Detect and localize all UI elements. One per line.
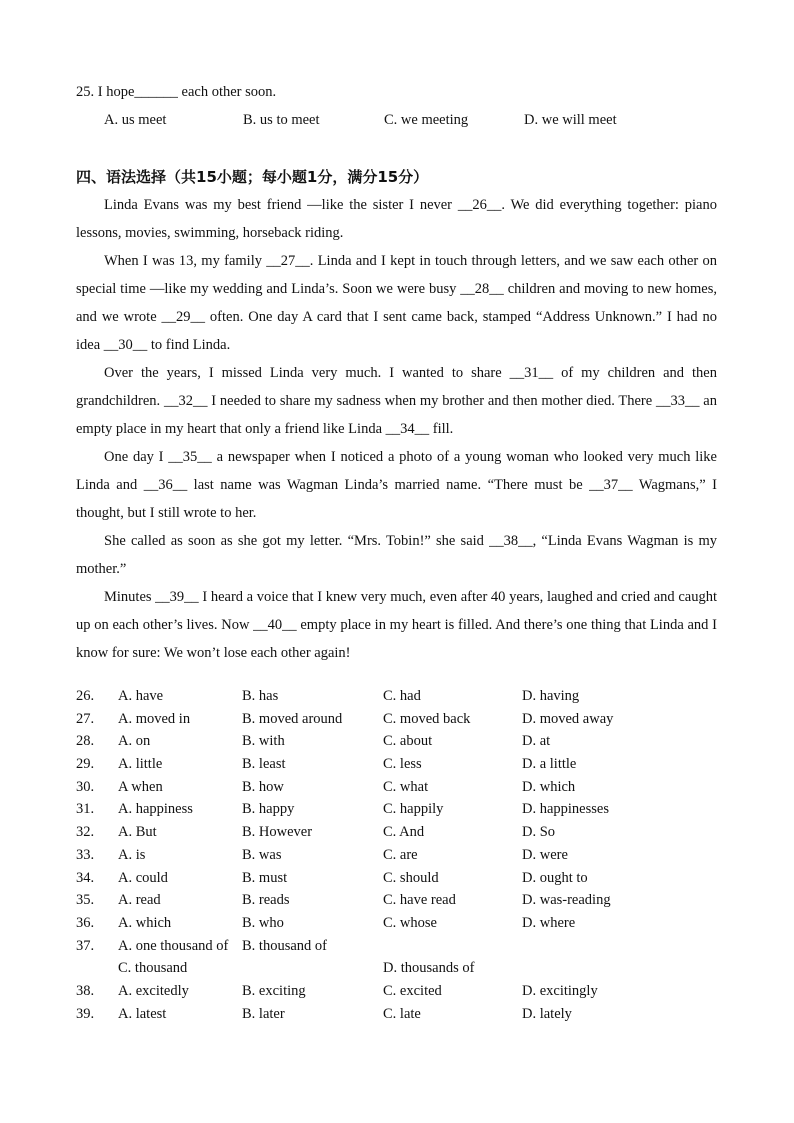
option-b: B. reads [242, 892, 290, 909]
option-b: B. least [242, 756, 286, 773]
option-d: D. where [522, 914, 576, 931]
option-b: B. with [242, 733, 285, 750]
option-b: B. has [242, 688, 279, 704]
option-c: C. whose [383, 914, 437, 931]
option-b: B. exciting [242, 982, 306, 999]
option-d: D. ought to [522, 869, 588, 886]
passage-paragraph: Linda Evans was my best friend —like the sister I never __26__. We did everything together: piano lessons, movies, swimming, horseback riding. [76, 197, 717, 241]
option-a: A. on [118, 733, 151, 750]
option-d: D. were [522, 846, 568, 863]
option-a: A. read [118, 892, 161, 909]
option-b: B. moved around [242, 710, 343, 727]
passage-paragraph: She called as soon as she got my letter. “Mrs. Tobin!” she said __38__, “Linda Evans Wagman is my mother.” [76, 533, 717, 577]
option-c: C. less [383, 756, 422, 773]
question-number: 33. [76, 846, 95, 863]
option-c: C. late [383, 1005, 421, 1022]
question-number: 37. [76, 937, 95, 954]
option-b: B. However [242, 824, 313, 841]
option-d: D. moved away [522, 710, 614, 727]
option-c: C. should [383, 869, 439, 886]
option-c: C. about [383, 733, 433, 750]
option-b: B. thousand of [242, 937, 327, 954]
question-number: 27. [76, 710, 95, 727]
option-d: D. was-reading [522, 892, 611, 909]
option-c: C. And [383, 824, 425, 841]
option-c: C. happily [383, 801, 444, 818]
question-number: 29. [76, 756, 95, 773]
option-d: D. happinesses [522, 801, 609, 818]
option-c: D. thousands of [383, 960, 475, 977]
option-c: C. are [383, 846, 418, 863]
option-b: B. must [242, 869, 288, 886]
passage-paragraph: One day I __35__ a newspaper when I noticed a photo of a young woman who looked very much like Linda and __36__ last name was Wagman Linda’s married name. “There must be __37__ Wagmans,” I thought, but I still wrote to her. [76, 449, 717, 521]
option-a: A. is [118, 846, 146, 863]
q25-option-b: B. us to meet [243, 112, 320, 128]
option-d: D. at [522, 733, 551, 750]
option-a: A. which [118, 914, 172, 931]
cloze-passage [76, 191, 717, 667]
option-b: B. how [242, 778, 284, 795]
question-number: 38. [76, 982, 95, 999]
question-number: 36. [76, 914, 95, 931]
option-c: C. moved back [383, 710, 471, 727]
question-number: 31. [76, 801, 95, 818]
option-a: A. latest [118, 1005, 167, 1022]
question-number: 39. [76, 1005, 95, 1022]
option-d: D. excitingly [522, 982, 598, 999]
option-a: A. have [118, 688, 164, 704]
question-number: 32. [76, 824, 95, 841]
option-d: D. a little [522, 756, 577, 773]
option-a: A. moved in [118, 710, 191, 727]
q25-option-d: D. we will meet [524, 112, 617, 128]
option-a: A. little [118, 756, 163, 773]
option-a: A when [118, 778, 163, 795]
option-b: B. later [242, 1005, 285, 1022]
question-number: 26. [76, 688, 95, 704]
option-d: D. So [522, 824, 556, 841]
passage-paragraph: Minutes __39__ I heard a voice that I knew very much, even after 40 years, laughed and cried and caught up on each other’s lives. Now __40__ empty place in my heart is filled. And there’s one thing that Linda and I know for sure: We won’t lose each other again! [76, 589, 717, 661]
option-c: C. excited [383, 982, 442, 999]
option-a: A. happiness [118, 801, 193, 818]
option-d: D. lately [522, 1005, 572, 1022]
question-number: 28. [76, 733, 95, 750]
passage-paragraph: When I was 13, my family __27__. Linda and I kept in touch through letters, and we saw each other on special time —like my wedding and Linda’s. Soon we were busy __28__ children and moving to new homes, and we wrote __29__ often. One day A card that I sent came back, stamped “Address Unknown.” I had no idea __30__ to find Linda. [76, 253, 717, 353]
q25-option-c: C. we meeting [384, 112, 469, 128]
question-number: 34. [76, 869, 95, 886]
option-c: C. what [383, 778, 429, 795]
question-number: 30. [76, 778, 95, 795]
option-c: C. had [383, 688, 421, 704]
option-c: C. have read [383, 892, 456, 909]
option-b: B. was [242, 846, 282, 863]
option-b: B. who [242, 914, 284, 931]
option-b: B. happy [242, 801, 295, 818]
question-25-stem: 25. I hope______ each other soon. [76, 84, 277, 100]
option-a: A. could [118, 869, 168, 886]
option-d: D. which [522, 778, 576, 795]
option-a: C. thousand [118, 960, 188, 977]
q25-option-a: A. us meet [104, 112, 167, 128]
question-number: 35. [76, 892, 95, 909]
option-d: D. having [522, 688, 580, 704]
option-a: A. one thousand of [118, 937, 229, 954]
passage-paragraph: Over the years, I missed Linda very much. I wanted to share __31__ of my children and then grandchildren. __32__ I needed to share my sadness when my brother and then mother died. There __33__ an empty place in my heart that only a friend like Linda __34__ fill. [76, 365, 717, 437]
option-a: A. excitedly [118, 982, 189, 999]
option-a: A. But [118, 824, 157, 841]
section-title: 四、语法选择（共15小题；每小题1分，满分15分） [76, 168, 429, 186]
